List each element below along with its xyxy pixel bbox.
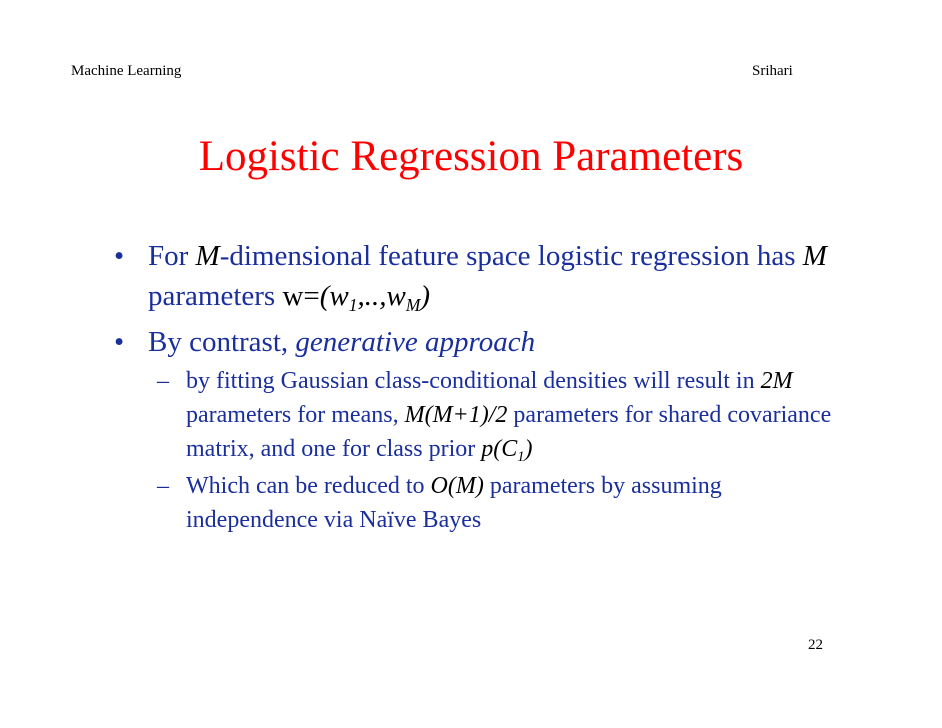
author-header: Srihari xyxy=(752,63,793,79)
slide-title: Logistic Regression Parameters xyxy=(198,133,744,180)
dash-icon: – xyxy=(157,473,169,499)
subbullet-gaussian-densities: – by fitting Gaussian class-conditional densities will result in 2M parameters for means, M(M+1)/2 parameters for shared covariance matrix, and one for class prior $p(C_1)$ xyxy=(110,364,840,466)
bullet-feature-space: • For M-dimensional feature space logistic regression has M parameters $w=(w_1,..,w_M)$ xyxy=(110,236,840,316)
bullet-icon: • xyxy=(114,326,125,358)
slide-content xyxy=(110,236,840,537)
course-header: Machine Learning xyxy=(71,63,182,79)
page-number: 22 xyxy=(808,637,823,653)
bullet-generative-approach: • By contrast, generative approach xyxy=(110,322,840,362)
subbullet-naive-bayes: – Which can be reduced to O(M) parameters by assuming independence via Naïve Bayes xyxy=(110,469,840,537)
bullet-icon: • xyxy=(114,240,125,272)
dash-icon: – xyxy=(157,368,169,394)
